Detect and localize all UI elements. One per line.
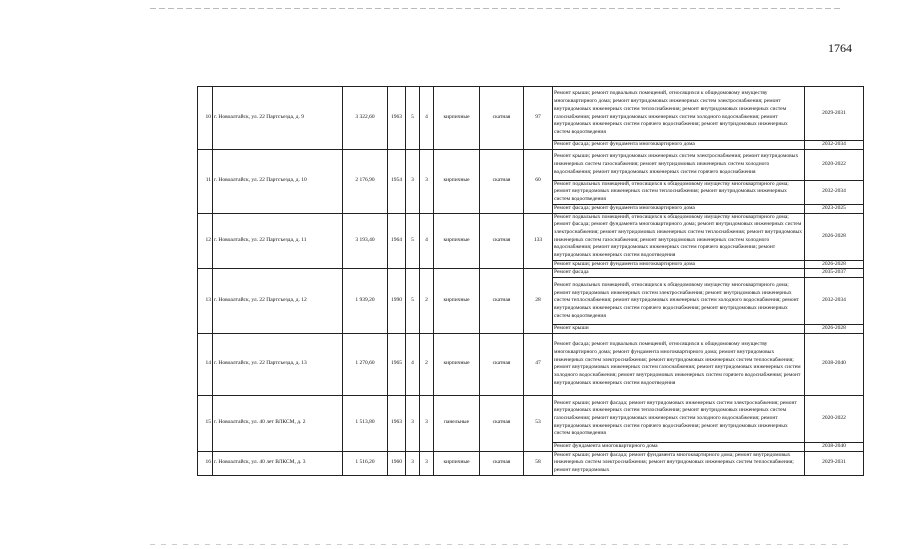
table-row xyxy=(198,333,864,395)
work-description: Ремонт подвальных помещений, относящихся к общедомовому имуществу многоквартирного дома; ремонт внутридомовых инженерных систем теплоснабжения; ремонт внутридомовых инженерных систем водоотведения xyxy=(553,180,805,204)
build-year: 1960 xyxy=(388,451,406,475)
work-description: Ремонт фасада; ремонт фундамента многоквартирного дома xyxy=(553,141,805,150)
house-area: 1 270,60 xyxy=(343,333,388,395)
floors-count: 5 xyxy=(406,269,420,333)
work-description: Ремонт фасада; ремонт фундамента многоквартирного дома xyxy=(553,204,805,213)
apartments-count: 133 xyxy=(524,213,553,269)
work-period: 2032-2034 xyxy=(805,141,864,150)
row-number: 14 xyxy=(198,333,213,395)
floors-count: 4 xyxy=(406,333,420,395)
wall-material: кирпичные xyxy=(434,269,480,333)
entrances-count: 4 xyxy=(420,87,434,150)
work-period: 2026-2028 xyxy=(805,213,864,260)
apartments-count: 60 xyxy=(524,149,553,213)
work-period: 2026-2028 xyxy=(805,325,864,334)
work-period: 2038-2040 xyxy=(805,333,864,395)
work-period: 2032-2034 xyxy=(805,180,864,204)
house-address: г. Новоалтайск, ул. 40 лет ВЛКСМ, д. 3 xyxy=(213,451,343,475)
scan-edge-bottom xyxy=(150,544,850,545)
work-description: Ремонт крыши; ремонт фасада; ремонт фундамента многоквартирного дома; ремонт внутридомовых инженерных систем электроснабжения; ремонт внутридомовых инженерных систем теплоснабжения; ремонт внутридомовых xyxy=(553,451,805,475)
housing-registry-table xyxy=(197,86,864,476)
work-period: 2038-2040 xyxy=(805,442,864,451)
floors-count: 3 xyxy=(406,149,420,213)
wall-material: кирпичные xyxy=(434,333,480,395)
row-number: 12 xyxy=(198,213,213,269)
registry-body xyxy=(198,87,864,476)
work-description: Ремонт крыши; ремонт фундамента многоквартирного дома xyxy=(553,260,805,269)
table-row xyxy=(198,149,864,180)
wall-material: кирпичные xyxy=(434,87,480,150)
floors-count: 3 xyxy=(406,395,420,451)
entrances-count: 4 xyxy=(420,213,434,269)
house-area: 1 939,20 xyxy=(343,269,388,333)
work-period: 2020-2022 xyxy=(805,395,864,442)
house-address: г. Новоалтайск, ул. 40 лет ВЛКСМ, д. 2 xyxy=(213,395,343,451)
work-period: 2032-2034 xyxy=(805,278,864,325)
work-description: Ремонт крыши; ремонт фасада; ремонт внутридомовых инженерных систем электроснабжения; ремонт внутридомовых инженерных систем теплоснабжения; ремонт внутридомовых инженерных систем газоснабжения; ремонт внутридомовых инженерных систем холодного водоснабжения; ремонт внутридомовых инженерных систем горячего водоснабжения; ремонт внутридомовых инженерных систем водоотведения xyxy=(553,395,805,442)
build-year: 1954 xyxy=(388,149,406,213)
work-description: Ремонт крыши; ремонт внутридомовых инженерных систем электроснабжения; ремонт внутридомовых инженерных систем газоснабжения; ремонт внутридомовых инженерных систем холодного водоснабжения; ремонт внутридомовых инженерных систем горячего водоснабжения xyxy=(553,149,805,180)
entrances-count: 3 xyxy=(420,149,434,213)
apartments-count: 53 xyxy=(524,395,553,451)
roof-type: скатная xyxy=(480,333,524,395)
house-area: 3 322,60 xyxy=(343,87,388,150)
house-address: г. Новоалтайск, ул. 22 Партсъезда, д. 11 xyxy=(213,213,343,269)
build-year: 1964 xyxy=(388,213,406,269)
build-year: 1963 xyxy=(388,87,406,150)
apartments-count: 97 xyxy=(524,87,553,150)
house-area: 1 513,80 xyxy=(343,395,388,451)
house-address: г. Новоалтайск, ул. 22 Партсъезда, д. 9 xyxy=(213,87,343,150)
row-number: 10 xyxy=(198,87,213,150)
table-row xyxy=(198,269,864,278)
house-area: 1 516,20 xyxy=(343,451,388,475)
floors-count: 3 xyxy=(406,451,420,475)
scan-edge-top xyxy=(150,8,840,9)
row-number: 11 xyxy=(198,149,213,213)
wall-material: кирпичные xyxy=(434,451,480,475)
entrances-count: 2 xyxy=(420,333,434,395)
work-description: Ремонт фасада; ремонт подвальных помещений, относящихся к общедомовому имуществу многоквартирного дома; ремонт фундамента многоквартирного дома; ремонт внутридомовых инженерных систем электроснабжения; ремонт внутридомовых инженерных систем теплоснабжения; ремонт внутридомовых инженерных систем газоснабжения; ремонт внутридомовых инженерных систем холодного водоснабжения; ремонт внутридомовых инженерных систем горячего водоснабжения; ремонт внутридомовых инженерных систем водоотведения xyxy=(553,333,805,395)
entrances-count: 3 xyxy=(420,451,434,475)
table-row xyxy=(198,87,864,141)
roof-type: скатная xyxy=(480,213,524,269)
row-number: 13 xyxy=(198,269,213,333)
roof-type: скатная xyxy=(480,451,524,475)
apartments-count: 58 xyxy=(524,451,553,475)
work-description: Ремонт крыши xyxy=(553,325,805,334)
entrances-count: 2 xyxy=(420,269,434,333)
wall-material: панельные xyxy=(434,395,480,451)
floors-count: 5 xyxy=(406,213,420,269)
table-row xyxy=(198,213,864,260)
work-description: Ремонт крыши; ремонт подвальных помещений, относящихся к общедомовому имуществу многоквартирного дома; ремонт внутридомовых инженерных систем электроснабжения; ремонт внутридомовых инженерных систем теплоснабжения; ремонт внутридомовых инженерных систем газоснабжения; ремонт внутридомовых инженерных систем холодного водоснабжения; ремонт внутридомовых инженерных систем горячего водоснабжения; ремонт внутридомовых инженерных систем водоотведения xyxy=(553,87,805,141)
wall-material: кирпичные xyxy=(434,213,480,269)
house-area: 2 176,90 xyxy=(343,149,388,213)
work-period: 2026-2028 xyxy=(805,260,864,269)
row-number: 16 xyxy=(198,451,213,475)
house-address: г. Новоалтайск, ул. 22 Партсъезда, д. 10 xyxy=(213,149,343,213)
apartments-count: 28 xyxy=(524,269,553,333)
build-year: 1963 xyxy=(388,395,406,451)
floors-count: 5 xyxy=(406,87,420,150)
work-period: 2023-2025 xyxy=(805,204,864,213)
work-description: Ремонт фасада xyxy=(553,269,805,278)
build-year: 1965 xyxy=(388,333,406,395)
table-row xyxy=(198,451,864,475)
apartments-count: 47 xyxy=(524,333,553,395)
work-period: 2020-2022 xyxy=(805,149,864,180)
wall-material: кирпичные xyxy=(434,149,480,213)
table-row xyxy=(198,395,864,442)
row-number: 15 xyxy=(198,395,213,451)
house-address: г. Новоалтайск, ул. 22 Партсъезда, д. 12 xyxy=(213,269,343,333)
house-address: г. Новоалтайск, ул. 22 Партсъезда, д. 13 xyxy=(213,333,343,395)
roof-type: скатная xyxy=(480,149,524,213)
roof-type: скатная xyxy=(480,269,524,333)
build-year: 1990 xyxy=(388,269,406,333)
work-period: 2035-2037 xyxy=(805,269,864,278)
work-description: Ремонт подвальных помещений, относящихся к общедомовому имуществу многоквартирного дома; ремонт фасада; ремонт фундамента многоквартирного дома; ремонт внутридомовых инженерных систем электроснабжения; ремонт внутридомовых инженерных систем теплоснабжения; ремонт внутридомовых инженерных систем газоснабжения; ремонт внутридомовых инженерных систем холодного водоснабжения; ремонт внутридомовых инженерных систем горячего водоснабжения; ремонт внутридомовых инженерных систем водоотведения xyxy=(553,213,805,260)
work-description: Ремонт фундамента многоквартирного дома xyxy=(553,442,805,451)
work-period: 2029-2031 xyxy=(805,87,864,141)
house-area: 3 193,40 xyxy=(343,213,388,269)
page-number: 1764 xyxy=(828,41,852,55)
entrances-count: 3 xyxy=(420,395,434,451)
work-period: 2029-2031 xyxy=(805,451,864,475)
work-description: Ремонт подвальных помещений, относящихся к общедомовому имуществу многоквартирного дома; ремонт внутридомовых инженерных систем электроснабжения; ремонт внутридомовых инженерных систем теплоснабжения; ремонт внутридомовых инженерных систем холодного водоснабжения; ремонт внутридомовых инженерных систем горячего водоснабжения; ремонт внутридомовых инженерных систем водоотведения xyxy=(553,278,805,325)
roof-type: скатная xyxy=(480,87,524,150)
roof-type: скатная xyxy=(480,395,524,451)
